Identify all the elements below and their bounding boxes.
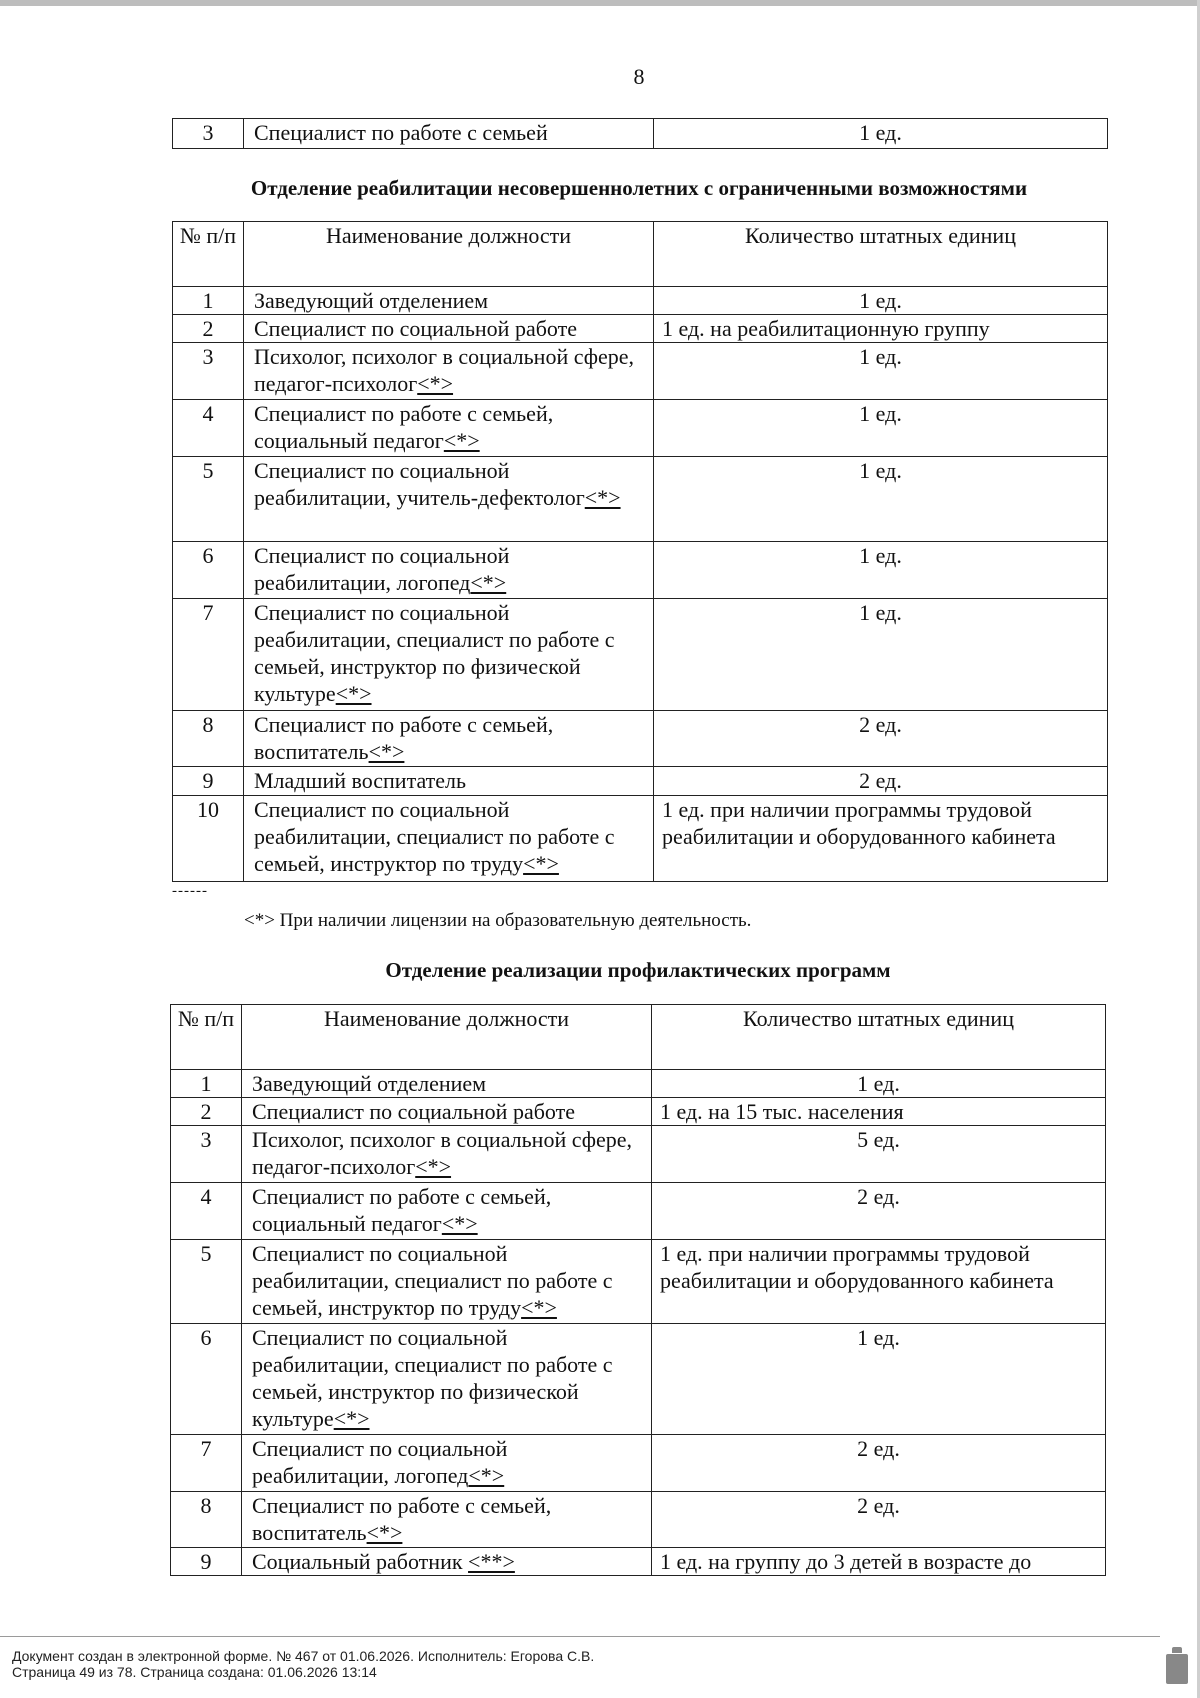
table-row [173,287,1108,315]
position-text: Специалист по социальной реабилитации, специалист по работе с семьей, инструктор по физической культуре [254,600,615,706]
unit-count: 1 ед. [654,343,1108,400]
staff-table-rehabilitation [172,221,1108,882]
table-row [171,1126,1106,1183]
table-header-row [173,222,1108,287]
position-name [242,1240,652,1324]
unit-count: 2 ед. [654,711,1108,767]
stamp-icon [1166,1654,1188,1684]
row-number: 6 [171,1324,242,1435]
unit-count: 2 ед. [652,1492,1106,1548]
table-row [171,1183,1106,1240]
position-text: Специалист по социальной работе [252,1099,575,1124]
table-row [173,315,1108,343]
row-number: 9 [173,767,244,796]
table-row [171,1548,1106,1576]
unit-count: 1 ед. при наличии программы трудовой реабилитации и оборудованного кабинета [652,1240,1106,1324]
row-number: 2 [173,315,244,343]
table-row [171,1435,1106,1492]
document-footer [12,1648,594,1680]
table-row [173,796,1108,882]
row-number: 1 [171,1070,242,1098]
footnote-ref: <*> [335,681,372,706]
table-row [173,400,1108,457]
position-text: Специалист по социальной реабилитации, логопед [254,543,510,595]
position-name [244,315,654,343]
col-header-number: № п/п [173,222,244,287]
position-name [244,542,654,599]
unit-count: 2 ед. [654,767,1108,796]
table-header-row [171,1005,1106,1070]
position-text: Специалист по социальной реабилитации, учитель-дефектолог [254,458,585,510]
row-number: 5 [173,457,244,542]
row-number: 2 [171,1098,242,1126]
table-row [171,1070,1106,1098]
position-text: Психолог, психолог в социальной сфере, педагог-психолог [254,344,635,396]
unit-count: 1 ед. [654,542,1108,599]
row-number: 10 [173,796,244,882]
table-row [173,711,1108,767]
unit-count: 2 ед. [652,1435,1106,1492]
col-header-quantity: Количество штатных единиц [654,222,1108,287]
position-name [242,1126,652,1183]
position-name [242,1183,652,1240]
col-header-position: Наименование должности [244,222,654,287]
unit-count: 5 ед. [652,1126,1106,1183]
position-text: Заведующий отделением [252,1071,487,1096]
position-text: Специалист по социальной реабилитации, логопед [252,1436,508,1488]
footer-line-page: Страница 49 из 78. Страница создана: 01.06.2026 13:14 [12,1664,377,1680]
row-number: 7 [173,599,244,711]
position-text: Специалист по работе с семьей, социальный педагог [252,1184,552,1236]
row-number: 1 [173,287,244,315]
row-number: 4 [173,400,244,457]
position-name [242,1324,652,1435]
table-row [173,343,1108,400]
unit-count: 1 ед. на 15 тыс. населения [652,1098,1106,1126]
footer-line-document: Документ создан в электронной форме. № 467 от 01.06.2026. Исполнитель: Егорова С.В. [12,1648,595,1664]
footnote-ref: <*> [366,1520,403,1545]
footnote-ref: <*> [470,570,507,595]
position-text: Специалист по работе с семьей, воспитатель [254,712,554,764]
col-header-position: Наименование должности [242,1005,652,1070]
staff-table-prevention [170,1004,1106,1576]
table-row [173,599,1108,711]
position-text: Психолог, психолог в социальной сфере, педагог-психолог [252,1127,633,1179]
unit-count: 2 ед. [652,1183,1106,1240]
table-row [171,1240,1106,1324]
unit-count: 1 ед. [652,1324,1106,1435]
unit-count: 1 ед. при наличии программы трудовой реабилитации и оборудованного кабинета [654,796,1108,882]
position-name [242,1492,652,1548]
footnote-ref: <*> [521,1295,557,1320]
page-number: 8 [633,64,645,89]
table-row [173,457,1108,542]
position-text: Специалист по социальной работе [254,316,577,341]
footnote-ref: <*> [523,851,559,876]
position-text: Социальный работник [252,1549,469,1574]
footnote-ref: <*> [333,1406,370,1431]
unit-count: 1 ед. на реабилитационную группу [654,315,1108,343]
table-row [173,767,1108,796]
table-row [173,542,1108,599]
unit-count: 1 ед. [654,599,1108,711]
row-number: 5 [171,1240,242,1324]
col-header-number: № п/п [171,1005,242,1070]
footnote-ref: <*> [441,1211,478,1236]
row-number: 7 [171,1435,242,1492]
footnote-text: <*> При наличии лицензии на образовательную деятельность. [244,910,752,931]
position-name [242,1548,652,1576]
col-header-quantity: Количество штатных единиц [652,1005,1106,1070]
position-text: Заведующий отделением [254,288,489,313]
position-name [244,767,654,796]
row-number: 3 [173,343,244,400]
row-number: 6 [173,542,244,599]
unit-count: 1 ед. [654,287,1108,315]
position-text: Специалист по социальной реабилитации, специалист по работе с семьей, инструктор по физической культуре [252,1325,613,1431]
row-number: 8 [171,1492,242,1548]
table-row [171,1324,1106,1435]
scan-top-edge [0,0,1200,6]
position-text: Специалист по работе с семьей, воспитатель [252,1493,552,1545]
row-number: 4 [171,1183,242,1240]
position-text: Младший воспитатель [254,768,467,793]
footnote-ref: <*> [368,739,405,764]
position-name [244,287,654,315]
footnote-ref: <*> [584,485,621,510]
footnote-ref: <*> [468,1463,505,1488]
table-row [171,1492,1106,1548]
footnote-ref: <*> [443,428,480,453]
carryover-table [172,118,1108,149]
position-name [244,400,654,457]
position-name [244,599,654,711]
position-name: Специалист по работе с семьей [244,119,654,149]
position-text: Специалист по социальной реабилитации, специалист по работе с семьей, инструктор по труду [254,797,615,876]
footnote-ref: <*> [415,1154,452,1179]
row-number: 8 [173,711,244,767]
unit-count: 1 ед. на группу до 3 детей в возрасте до [652,1548,1106,1576]
position-name [242,1098,652,1126]
position-name [242,1070,652,1098]
table-row [173,119,1108,149]
section-title: Отделение реализации профилактических программ [385,958,891,982]
unit-count: 1 ед. [654,119,1108,149]
position-text: Специалист по социальной реабилитации, специалист по работе с семьей, инструктор по труду [252,1241,613,1320]
position-name [244,457,654,542]
unit-count: 1 ед. [654,457,1108,542]
unit-count: 1 ед. [654,400,1108,457]
footnote-ref: <*> [417,371,454,396]
footer-divider [0,1636,1160,1637]
footnote-separator: ------ [172,883,208,899]
position-name [244,711,654,767]
position-name [242,1435,652,1492]
row-number: 3 [173,119,244,149]
position-name [244,796,654,882]
position-text: Специалист по работе с семьей, социальный педагог [254,401,554,453]
section-title: Отделение реабилитации несовершеннолетних с ограниченными возможностями [250,176,1028,200]
row-number: 9 [171,1548,242,1576]
unit-count: 1 ед. [652,1070,1106,1098]
footnote-ref: <**> [468,1549,515,1574]
table-row [171,1098,1106,1126]
position-name [244,343,654,400]
row-number: 3 [171,1126,242,1183]
